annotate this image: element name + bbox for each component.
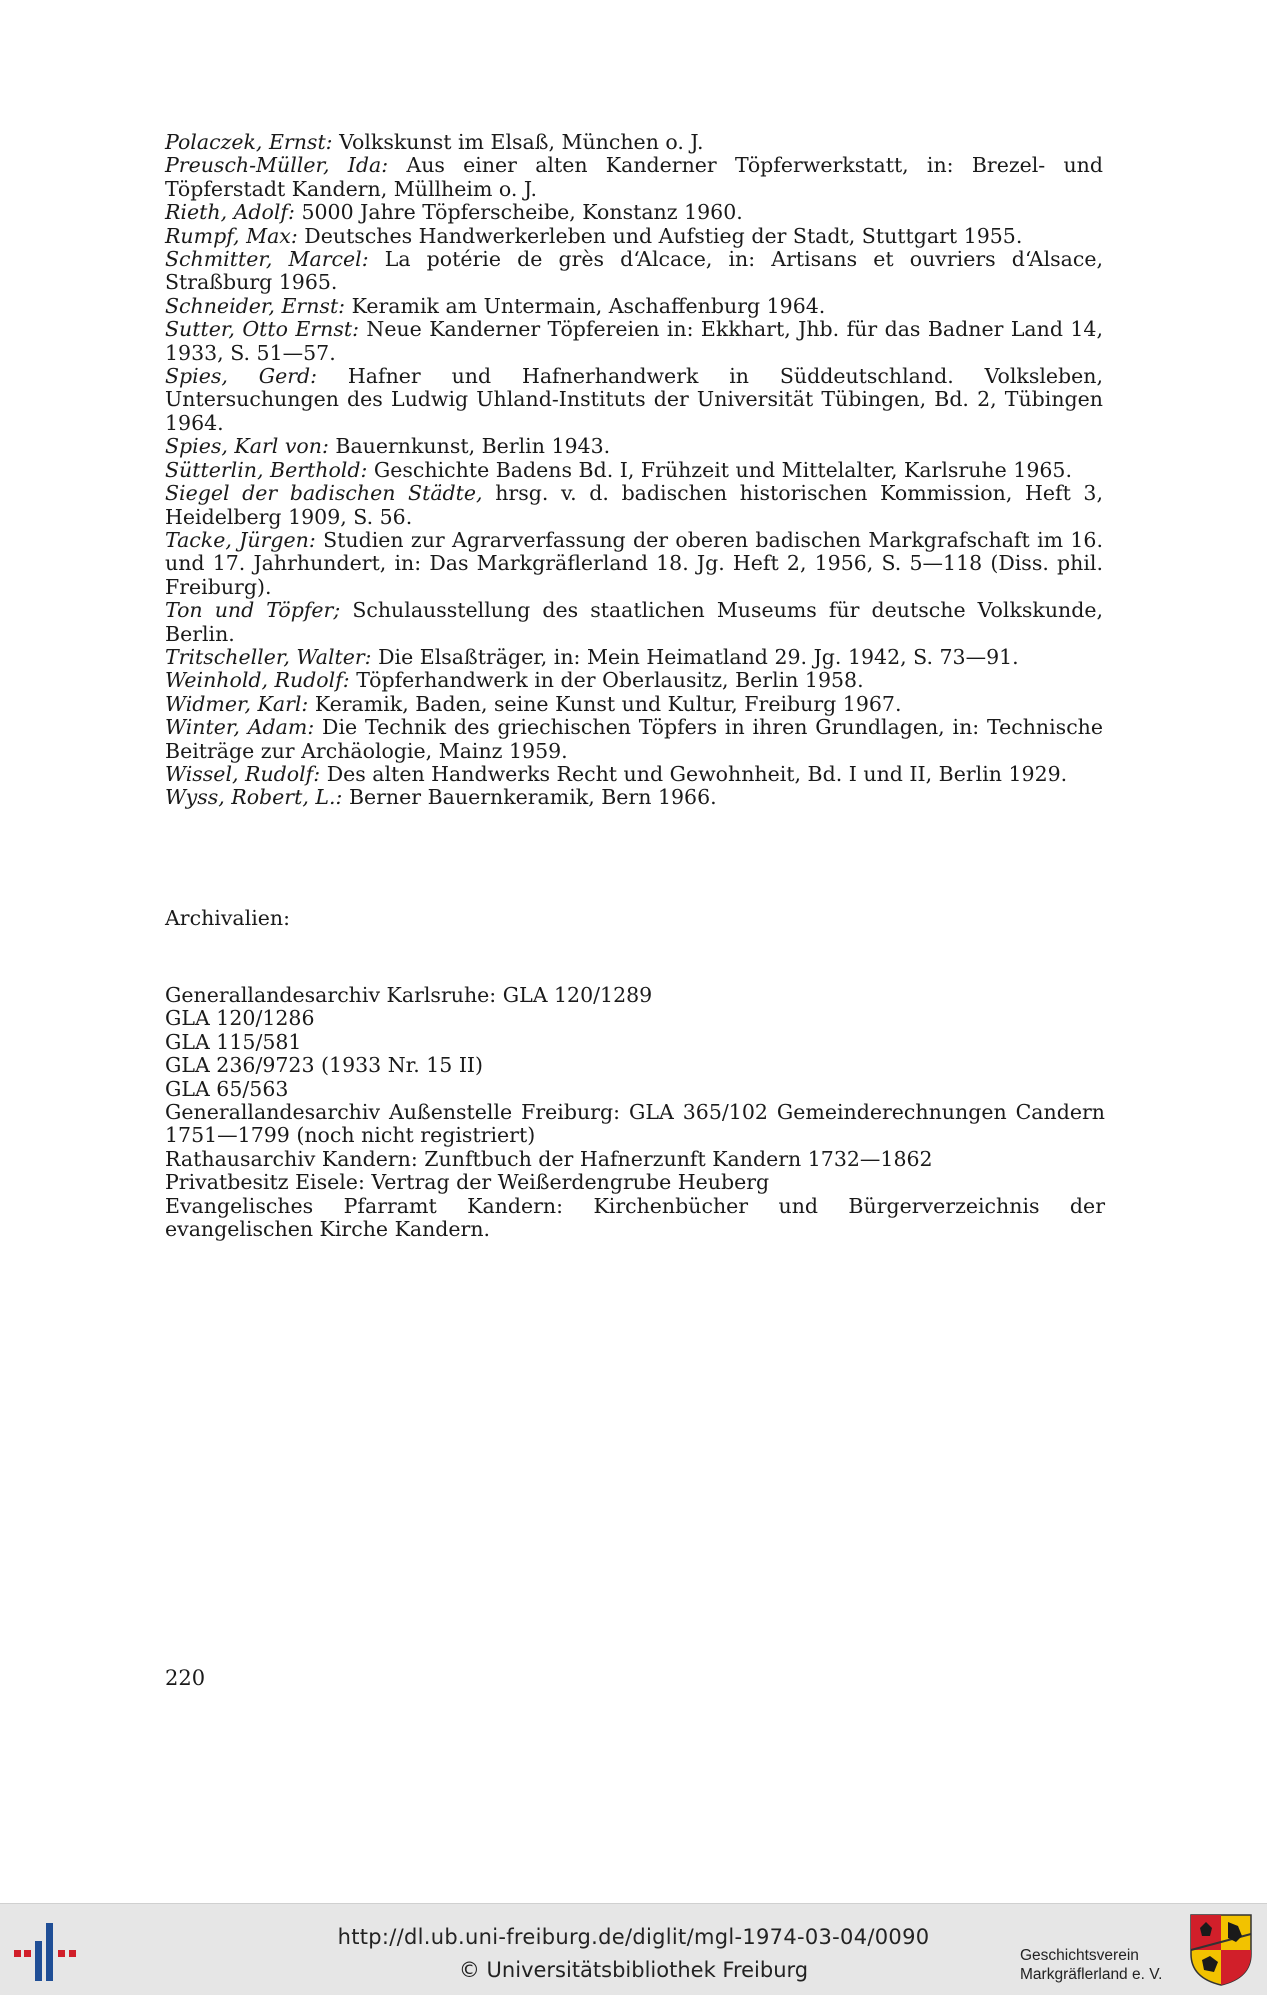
bibliography-entry <box>165 318 1103 365</box>
archive-entry: Generallandesarchiv Außenstelle Freiburg: GLA 365/102 Gemeinderechnungen Candern 1751—1799 (noch nicht registriert) <box>165 1100 1105 1148</box>
bibliography-entry <box>165 482 1103 529</box>
bibliography-entry <box>165 529 1103 599</box>
bibliography-entry <box>165 225 1103 248</box>
footer-copyright: © Universitätsbibliothek Freiburg <box>458 1958 809 1982</box>
footer-url-link[interactable]: http://dl.ub.uni-freiburg.de/diglit/mgl-1974-03-04/0090 <box>337 1925 930 1949</box>
bibliography-entry <box>165 131 1103 154</box>
archive-entry: GLA 236/9723 (1933 Nr. 15 II) <box>165 1053 484 1078</box>
entry-author: Sutter, Otto Ernst: <box>165 317 359 342</box>
entry-text: Deutsches Handwerkerleben und Aufstieg der Stadt, Stuttgart 1955. <box>297 223 1023 248</box>
entry-text: Des alten Handwerks Recht und Gewohnheit, Bd. I und II, Berlin 1929. <box>320 761 1068 786</box>
entry-author: Spies, Gerd: <box>165 364 318 389</box>
bibliography-entry <box>165 459 1103 482</box>
archive-entry: Privatbesitz Eisele: Vertrag der Weißerdengrube Heuberg <box>165 1170 770 1195</box>
entry-text: Die Technik des griechischen Töpfers in ihren Grundlagen, in: Technische Beiträge zur Archäologie, Mainz 1959. <box>165 715 1104 763</box>
bibliography-entry <box>165 786 1103 809</box>
archive-heading: Archivalien: <box>165 906 291 930</box>
bibliography-entry <box>165 154 1103 201</box>
bibliography-list <box>165 131 1103 810</box>
society-name-line1: Geschichtsverein <box>1020 1947 1139 1964</box>
archive-entry: GLA 120/1286 <box>165 1006 315 1031</box>
archive-entry: GLA 65/563 <box>165 1076 289 1101</box>
bibliography-entry <box>165 669 1103 692</box>
entry-author: Schmitter, Marcel: <box>165 247 369 272</box>
entry-text: Keramik am Untermain, Aschaffenburg 1964. <box>345 293 826 318</box>
entry-text: 5000 Jahre Töpferscheibe, Konstanz 1960. <box>294 200 743 225</box>
entry-text: Die Elsaßträger, in: Mein Heimatland 29. Jg. 1942, S. 73—91. <box>371 644 1019 669</box>
entry-author: Preusch-Müller, Ida: <box>165 153 389 178</box>
entry-author: Polaczek, Ernst: <box>165 130 333 154</box>
entry-text: Bauernkunst, Berlin 1943. <box>328 434 611 459</box>
entry-author: Rieth, Adolf: <box>165 200 295 225</box>
bibliography-entry <box>165 365 1103 435</box>
page-number: 220 <box>165 1666 206 1690</box>
bibliography-entry <box>165 435 1103 458</box>
bibliography-entry <box>165 716 1103 763</box>
archive-entry: Evangelisches Pfarramt Kandern: Kirchenbücher und Bürgerverzeichnis der evangelischen Kirche Kandern. <box>165 1193 1105 1242</box>
entry-text: hrsg. v. d. badischen historischen Kommission, Heft 3, Heidelberg 1909, S. 56. <box>165 481 1103 529</box>
bibliography-entry <box>165 248 1103 295</box>
entry-author: Rumpf, Max: <box>165 223 298 248</box>
entry-text: Aus einer alten Kanderner Töpferwerkstatt, in: Brezel- und Töpferstadt Kandern, Müllheim o. J. <box>165 153 1103 201</box>
bibliography-entry <box>165 763 1103 786</box>
entry-author: Siegel der badischen Städte, <box>165 481 483 506</box>
bibliography-entry <box>165 201 1103 224</box>
entry-text: La potérie de grès d‘Alcace, in: Artisans et ouvriers d‘Alsace, Straßburg 1965. <box>165 247 1104 295</box>
footer-bar <box>0 1903 1267 1995</box>
coat-of-arms-icon <box>1190 1914 1252 1986</box>
entry-text: Hafner und Hafnerhandwerk in Süddeutschland. Volksleben, Untersuchungen des Ludwig Uhland-Instituts der Universität Tübingen, Bd. 2, Tübingen 1964. <box>165 364 1104 435</box>
entry-text: Studien zur Agrarverfassung der oberen badischen Markgrafschaft im 16. und 17. Jahrhundert, in: Das Markgräflerland 18. Jg. Heft 2, 1956, S. 5—118 (Diss. phil. Freiburg). <box>165 527 1103 599</box>
society-name <box>1020 1946 1162 1984</box>
bibliography-entry <box>165 693 1103 716</box>
society-name-line2: Markgräflerland e. V. <box>1020 1966 1163 1983</box>
entry-author: Schneider, Ernst: <box>165 293 346 318</box>
entry-text: Volkskunst im Elsaß, München o. J. <box>332 130 704 154</box>
entry-text: Geschichte Badens Bd. I, Frühzeit und Mittelalter, Karlsruhe 1965. <box>367 457 1072 482</box>
archive-list <box>165 984 1105 1241</box>
archive-entry: GLA 115/581 <box>165 1029 302 1054</box>
entry-author: Tacke, Jürgen: <box>165 527 316 552</box>
entry-author: Ton und Töpfer; <box>165 598 341 623</box>
entry-text: Neue Kanderner Töpfereien in: Ekkhart, Jhb. für das Badner Land 14, 1933, S. 51—57. <box>165 317 1103 365</box>
entry-text: Töpferhandwerk in der Oberlausitz, Berlin 1958. <box>349 668 864 693</box>
entry-text: Schulausstellung des staatlichen Museums für deutsche Volkskunde, Berlin. <box>165 598 1103 646</box>
bibliography-entry <box>165 295 1103 318</box>
entry-author: Wissel, Rudolf: <box>165 761 321 786</box>
bibliography-entry <box>165 599 1103 646</box>
archive-entry: Generallandesarchiv Karlsruhe: GLA 120/1289 <box>165 983 653 1007</box>
entry-author: Spies, Karl von: <box>165 434 329 459</box>
entry-author: Tritscheller, Walter: <box>165 644 372 669</box>
entry-author: Winter, Adam: <box>165 715 315 740</box>
entry-text: Berner Bauernkeramik, Bern 1966. <box>342 785 717 810</box>
entry-author: Weinhold, Rudolf: <box>165 668 350 693</box>
archive-entry: Rathausarchiv Kandern: Zunftbuch der Hafnerzunft Kandern 1732—1862 <box>165 1146 933 1171</box>
entry-text: Keramik, Baden, seine Kunst und Kultur, Freiburg 1967. <box>308 691 902 716</box>
entry-author: Sütterlin, Berthold: <box>165 457 368 482</box>
entry-author: Widmer, Karl: <box>165 691 309 716</box>
bibliography-entry <box>165 646 1103 669</box>
entry-author: Wyss, Robert, L.: <box>165 785 343 810</box>
